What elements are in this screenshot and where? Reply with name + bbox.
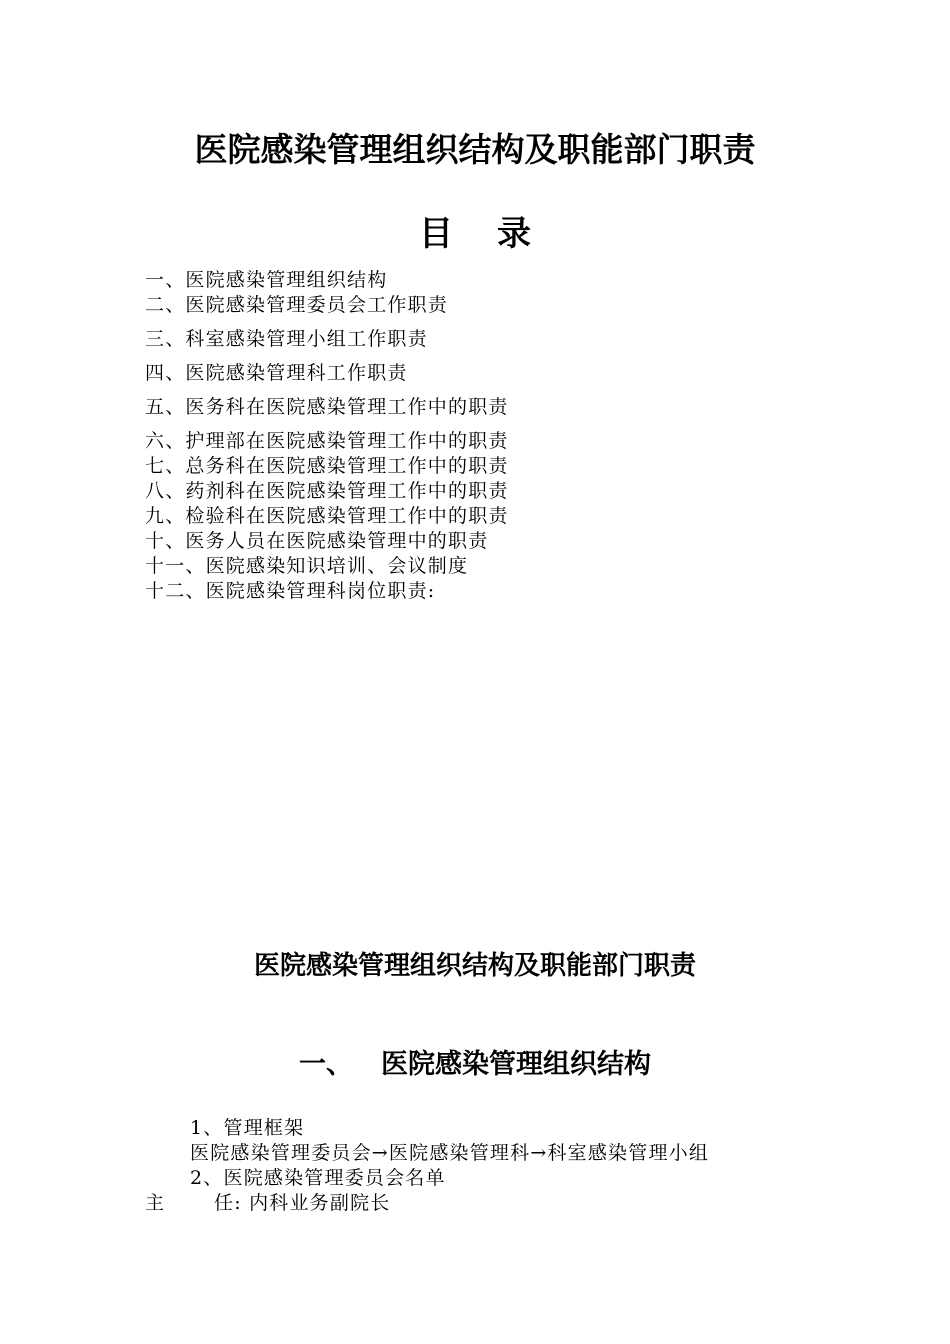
director-label-part2: 任: <box>214 1192 242 1214</box>
toc-item: 五、医务科在医院感染管理工作中的职责 <box>145 396 509 418</box>
toc-item: 四、医院感染管理科工作职责 <box>145 362 408 384</box>
director-value: 内科业务副院长 <box>249 1192 391 1214</box>
toc-item: 一、医院感染管理组织结构 <box>145 269 388 291</box>
item-heading: 1、管理框架 <box>190 1117 305 1139</box>
toc-item: 三、科室感染管理小组工作职责 <box>145 328 428 350</box>
document-title: 医院感染管理组织结构及职能部门职责 <box>194 130 756 169</box>
toc-item: 七、总务科在医院感染管理工作中的职责 <box>145 455 509 477</box>
director-label-part1: 主 <box>145 1192 165 1214</box>
toc-item: 八、药剂科在医院感染管理工作中的职责 <box>145 480 509 502</box>
toc-item: 十、医务人员在医院感染管理中的职责 <box>145 530 489 552</box>
chapter-number: 一、 <box>299 1049 353 1080</box>
toc-heading: 目录 <box>419 214 575 254</box>
framework-line: 医院感染管理委员会→医院感染管理科→科室感染管理小组 <box>190 1142 710 1164</box>
chapter-title-text: 医院感染管理组织结构 <box>381 1049 651 1080</box>
director-row <box>214 1191 390 1215</box>
toc-item: 六、护理部在医院感染管理工作中的职责 <box>145 430 509 452</box>
section-title: 医院感染管理组织结构及职能部门职责 <box>253 951 696 981</box>
toc-item: 十二、医院感染管理科岗位职责: <box>145 580 436 602</box>
toc-item: 二、医院感染管理委员会工作职责 <box>145 294 449 316</box>
toc-item: 九、检验科在医院感染管理工作中的职责 <box>145 505 509 527</box>
toc-item: 十一、医院感染知识培训、会议制度 <box>145 555 469 577</box>
item-heading: 2、医院感染管理委员会名单 <box>190 1167 446 1189</box>
chapter-title <box>0 1046 950 1084</box>
